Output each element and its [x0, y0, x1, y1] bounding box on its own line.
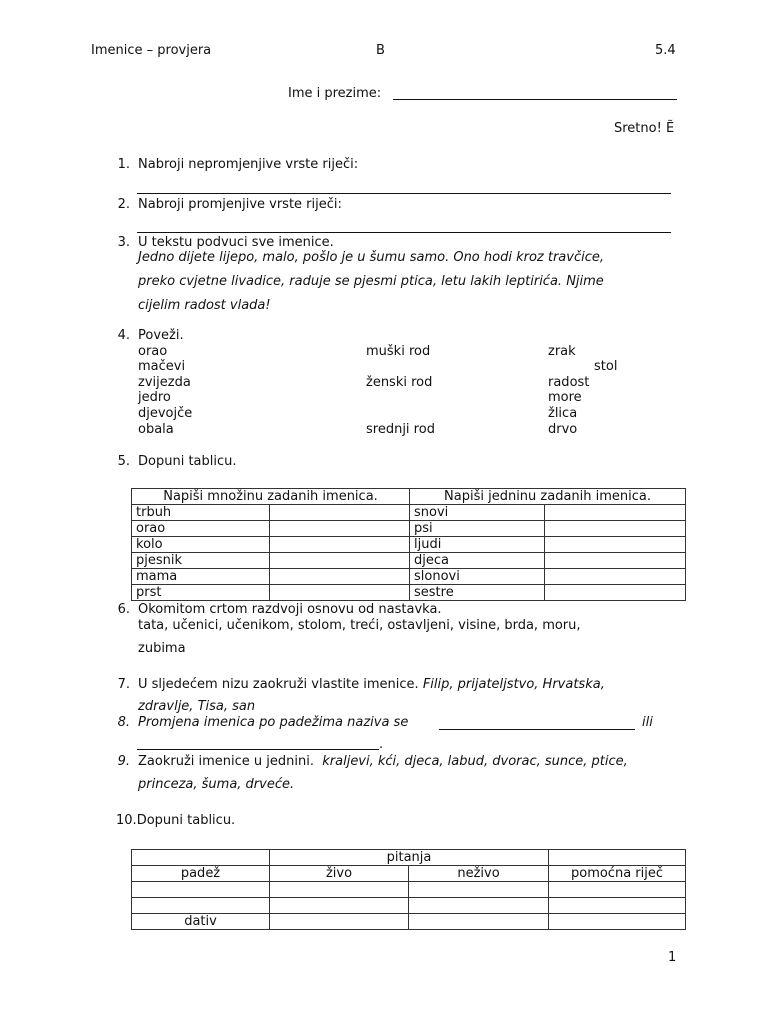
- q8-number: 8.: [117, 715, 130, 730]
- answer-cell[interactable]: [545, 553, 686, 569]
- q4-noun: orao: [138, 344, 168, 359]
- q6-words: zubima: [138, 641, 186, 656]
- table-row: [132, 553, 686, 569]
- case-questions-table: [131, 849, 686, 930]
- noun-cell: snovi: [410, 505, 545, 521]
- q4-noun: djevojče: [138, 406, 193, 421]
- blank-cell: [549, 850, 686, 866]
- q7-line: [138, 677, 605, 692]
- answer-cell[interactable]: [409, 914, 549, 930]
- table-row: [132, 521, 686, 537]
- answer-cell[interactable]: [270, 569, 410, 585]
- q9-line: [138, 754, 628, 769]
- answer-cell[interactable]: [545, 585, 686, 601]
- plural-singular-table: [131, 488, 686, 601]
- q9-number: 9.: [117, 754, 130, 769]
- table-row: [132, 898, 686, 914]
- table-row: [132, 585, 686, 601]
- noun-cell: sestre: [410, 585, 545, 601]
- q4-match-word: more: [548, 390, 582, 405]
- q10-line: [116, 813, 235, 828]
- answer-cell[interactable]: [549, 914, 686, 930]
- q4-text: Poveži.: [138, 328, 184, 343]
- q9-text: Zaokruži imenice u jednini.: [138, 754, 314, 769]
- q9-items: kraljevi, kći, djeca, labud, dvorac, sunce, ptice,: [322, 754, 628, 769]
- q9-items: princeza, šuma, drveće.: [138, 777, 295, 792]
- answer-cell[interactable]: [132, 898, 270, 914]
- q8-answer-line-2: [137, 749, 379, 750]
- answer-cell[interactable]: [545, 569, 686, 585]
- answer-cell[interactable]: [270, 537, 410, 553]
- answer-cell[interactable]: [270, 882, 409, 898]
- q4-match-word: zrak: [548, 344, 576, 359]
- answer-cell[interactable]: [549, 882, 686, 898]
- q4-noun: zvijezda: [138, 375, 191, 390]
- answer-cell[interactable]: [270, 898, 409, 914]
- noun-cell: djeca: [410, 553, 545, 569]
- q10-text: Dopuni tablicu.: [136, 813, 236, 828]
- q4-noun: obala: [138, 422, 174, 437]
- q5-number: 5.: [117, 454, 130, 469]
- q8-period: .: [379, 737, 384, 752]
- q7-number: 7.: [117, 677, 130, 692]
- name-underline: [393, 99, 677, 100]
- q4-gender: srednji rod: [366, 422, 435, 437]
- answer-cell[interactable]: [132, 882, 270, 898]
- q1-number: 1.: [117, 157, 130, 172]
- q4-match-word: žlica: [548, 406, 578, 421]
- answer-cell[interactable]: [270, 505, 410, 521]
- answer-cell[interactable]: [545, 505, 686, 521]
- q2-text: Nabroji promjenjive vrste riječi:: [138, 197, 342, 212]
- answer-cell[interactable]: [409, 882, 549, 898]
- noun-cell: orao: [132, 521, 270, 537]
- table-row: [132, 882, 686, 898]
- good-luck-text: Sretno! Ẽ: [614, 121, 675, 136]
- noun-cell: kolo: [132, 537, 270, 553]
- table-row: [132, 505, 686, 521]
- page-number: 1: [668, 950, 677, 965]
- q1-answer-line: [137, 193, 671, 194]
- header-group: B: [376, 43, 385, 58]
- noun-cell: psi: [410, 521, 545, 537]
- q3-text-line: Jedno dijete lijepo, malo, pošlo je u šumu samo. Ono hodi kroz travčice,: [138, 250, 605, 265]
- q6-number: 6.: [117, 602, 130, 617]
- q4-gender: muški rod: [366, 344, 431, 359]
- header-number: 5.4: [655, 43, 676, 58]
- q2-number: 2.: [117, 197, 130, 212]
- q6-words: tata, učenici, učenikom, stolom, treći, ostavljeni, visine, brda, moru,: [138, 618, 581, 633]
- noun-cell: prst: [132, 585, 270, 601]
- answer-cell[interactable]: [545, 537, 686, 553]
- answer-cell[interactable]: [270, 914, 409, 930]
- table-header-zivo: živo: [270, 866, 409, 882]
- answer-cell[interactable]: [270, 521, 410, 537]
- table-header-pitanja: pitanja: [270, 850, 549, 866]
- q7-items: zdravlje, Tisa, san: [138, 699, 256, 714]
- answer-cell[interactable]: [270, 553, 410, 569]
- noun-cell: pjesnik: [132, 553, 270, 569]
- table-header-plural: Napiši množinu zadanih imenica.: [132, 489, 410, 505]
- table-header-singular: Napiši jedninu zadanih imenica.: [410, 489, 686, 505]
- q4-noun: mačevi: [138, 359, 186, 374]
- noun-cell: trbuh: [132, 505, 270, 521]
- q3-text: U tekstu podvuci sve imenice.: [138, 235, 334, 250]
- q5-text: Dopuni tablicu.: [138, 454, 237, 469]
- noun-cell: ljudi: [410, 537, 545, 553]
- answer-cell[interactable]: [409, 898, 549, 914]
- q8-text: Promjena imenica po padežima naziva se: [138, 715, 409, 730]
- q10-number: 10.: [116, 813, 137, 828]
- answer-cell[interactable]: [270, 585, 410, 601]
- q7-items: Filip, prijateljstvo, Hrvatska,: [422, 677, 605, 692]
- table-row: [132, 569, 686, 585]
- blank-cell: [132, 850, 270, 866]
- q4-gender: ženski rod: [366, 375, 433, 390]
- header-title: Imenice – provjera: [91, 43, 212, 58]
- q7-text: U sljedećem nizu zaokruži vlastite imenice.: [138, 677, 419, 692]
- q4-match-word: stol: [594, 359, 618, 374]
- table-row: [132, 537, 686, 553]
- table-header-padez: padež: [132, 866, 270, 882]
- q1-text: Nabroji nepromjenjive vrste riječi:: [138, 157, 359, 172]
- q8-ili: ili: [642, 715, 653, 730]
- q4-match-word: drvo: [548, 422, 578, 437]
- q4-number: 4.: [117, 328, 130, 343]
- q6-text: Okomitom crtom razdvoji osnovu od nastavka.: [138, 602, 442, 617]
- noun-cell: mama: [132, 569, 270, 585]
- q4-noun: jedro: [138, 390, 171, 405]
- q4-match-word: radost: [548, 375, 590, 390]
- noun-cell: slonovi: [410, 569, 545, 585]
- q8-answer-line: [439, 729, 635, 730]
- q3-number: 3.: [117, 235, 130, 250]
- table-header-nezivo: neživo: [409, 866, 549, 882]
- table-row: [132, 914, 686, 930]
- name-label: Ime i prezime:: [288, 86, 382, 101]
- table-header-pomocna: pomoćna riječ: [549, 866, 686, 882]
- q3-text-line: preko cvjetne livadice, raduje se pjesmi ptica, letu lakih leptirića. Njime: [138, 274, 604, 289]
- answer-cell[interactable]: [545, 521, 686, 537]
- q3-text-line: cijelim radost vlada!: [138, 298, 271, 313]
- q2-answer-line: [137, 232, 671, 233]
- case-dativ: dativ: [132, 914, 270, 930]
- answer-cell[interactable]: [549, 898, 686, 914]
